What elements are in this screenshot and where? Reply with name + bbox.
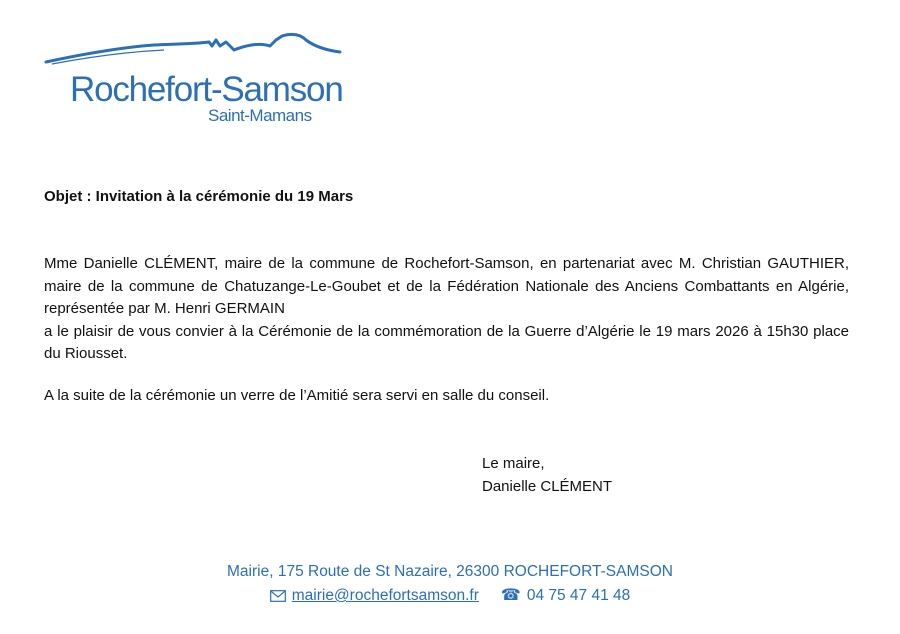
footer-contact (0, 584, 900, 608)
footer (0, 560, 900, 608)
envelope-icon (270, 590, 286, 602)
signature-title: Le maire, (482, 455, 545, 472)
footer-phone: 04 75 47 41 48 (526, 587, 631, 604)
paragraph-reception: A la suite de la cérémonie un verre de l’Amitié sera servi en salle du conseil. (44, 387, 550, 404)
logo-subtitle: Saint-Mamans (208, 106, 312, 125)
logo (44, 30, 344, 130)
phone-icon: ☎ (500, 587, 521, 604)
footer-email-link[interactable]: mairie@rochefortsamson.fr (291, 587, 479, 604)
paragraph-part-2: a le plaisir de vous convier à la Cérémonie de la commémoration de la Guerre d’Algérie le 19 mars 2026 à 15h30 place du Riousset. (44, 322, 849, 362)
logo-name: Rochefort-Samson (70, 70, 343, 109)
paragraph-invitation (44, 253, 849, 366)
footer-address: Mairie, 175 Route de St Nazaire, 26300 ROCHEFORT-SAMSON (227, 563, 673, 580)
letter-subject: Objet : Invitation à la cérémonie du 19 Mars (44, 188, 354, 205)
paragraph-part-1: Mme Danielle CLÉMENT, maire de la commune de Rochefort-Samson, en partenariat avec M. Christian GAUTHIER, maire de la commune de Chatuzange-Le-Goubet et de la Fédération Nationale des Anciens Combattants en Algérie, représentée par M. Henri GERMAIN (44, 255, 849, 317)
signature-name: Danielle CLÉMENT (482, 478, 613, 495)
signature-block (482, 452, 612, 498)
